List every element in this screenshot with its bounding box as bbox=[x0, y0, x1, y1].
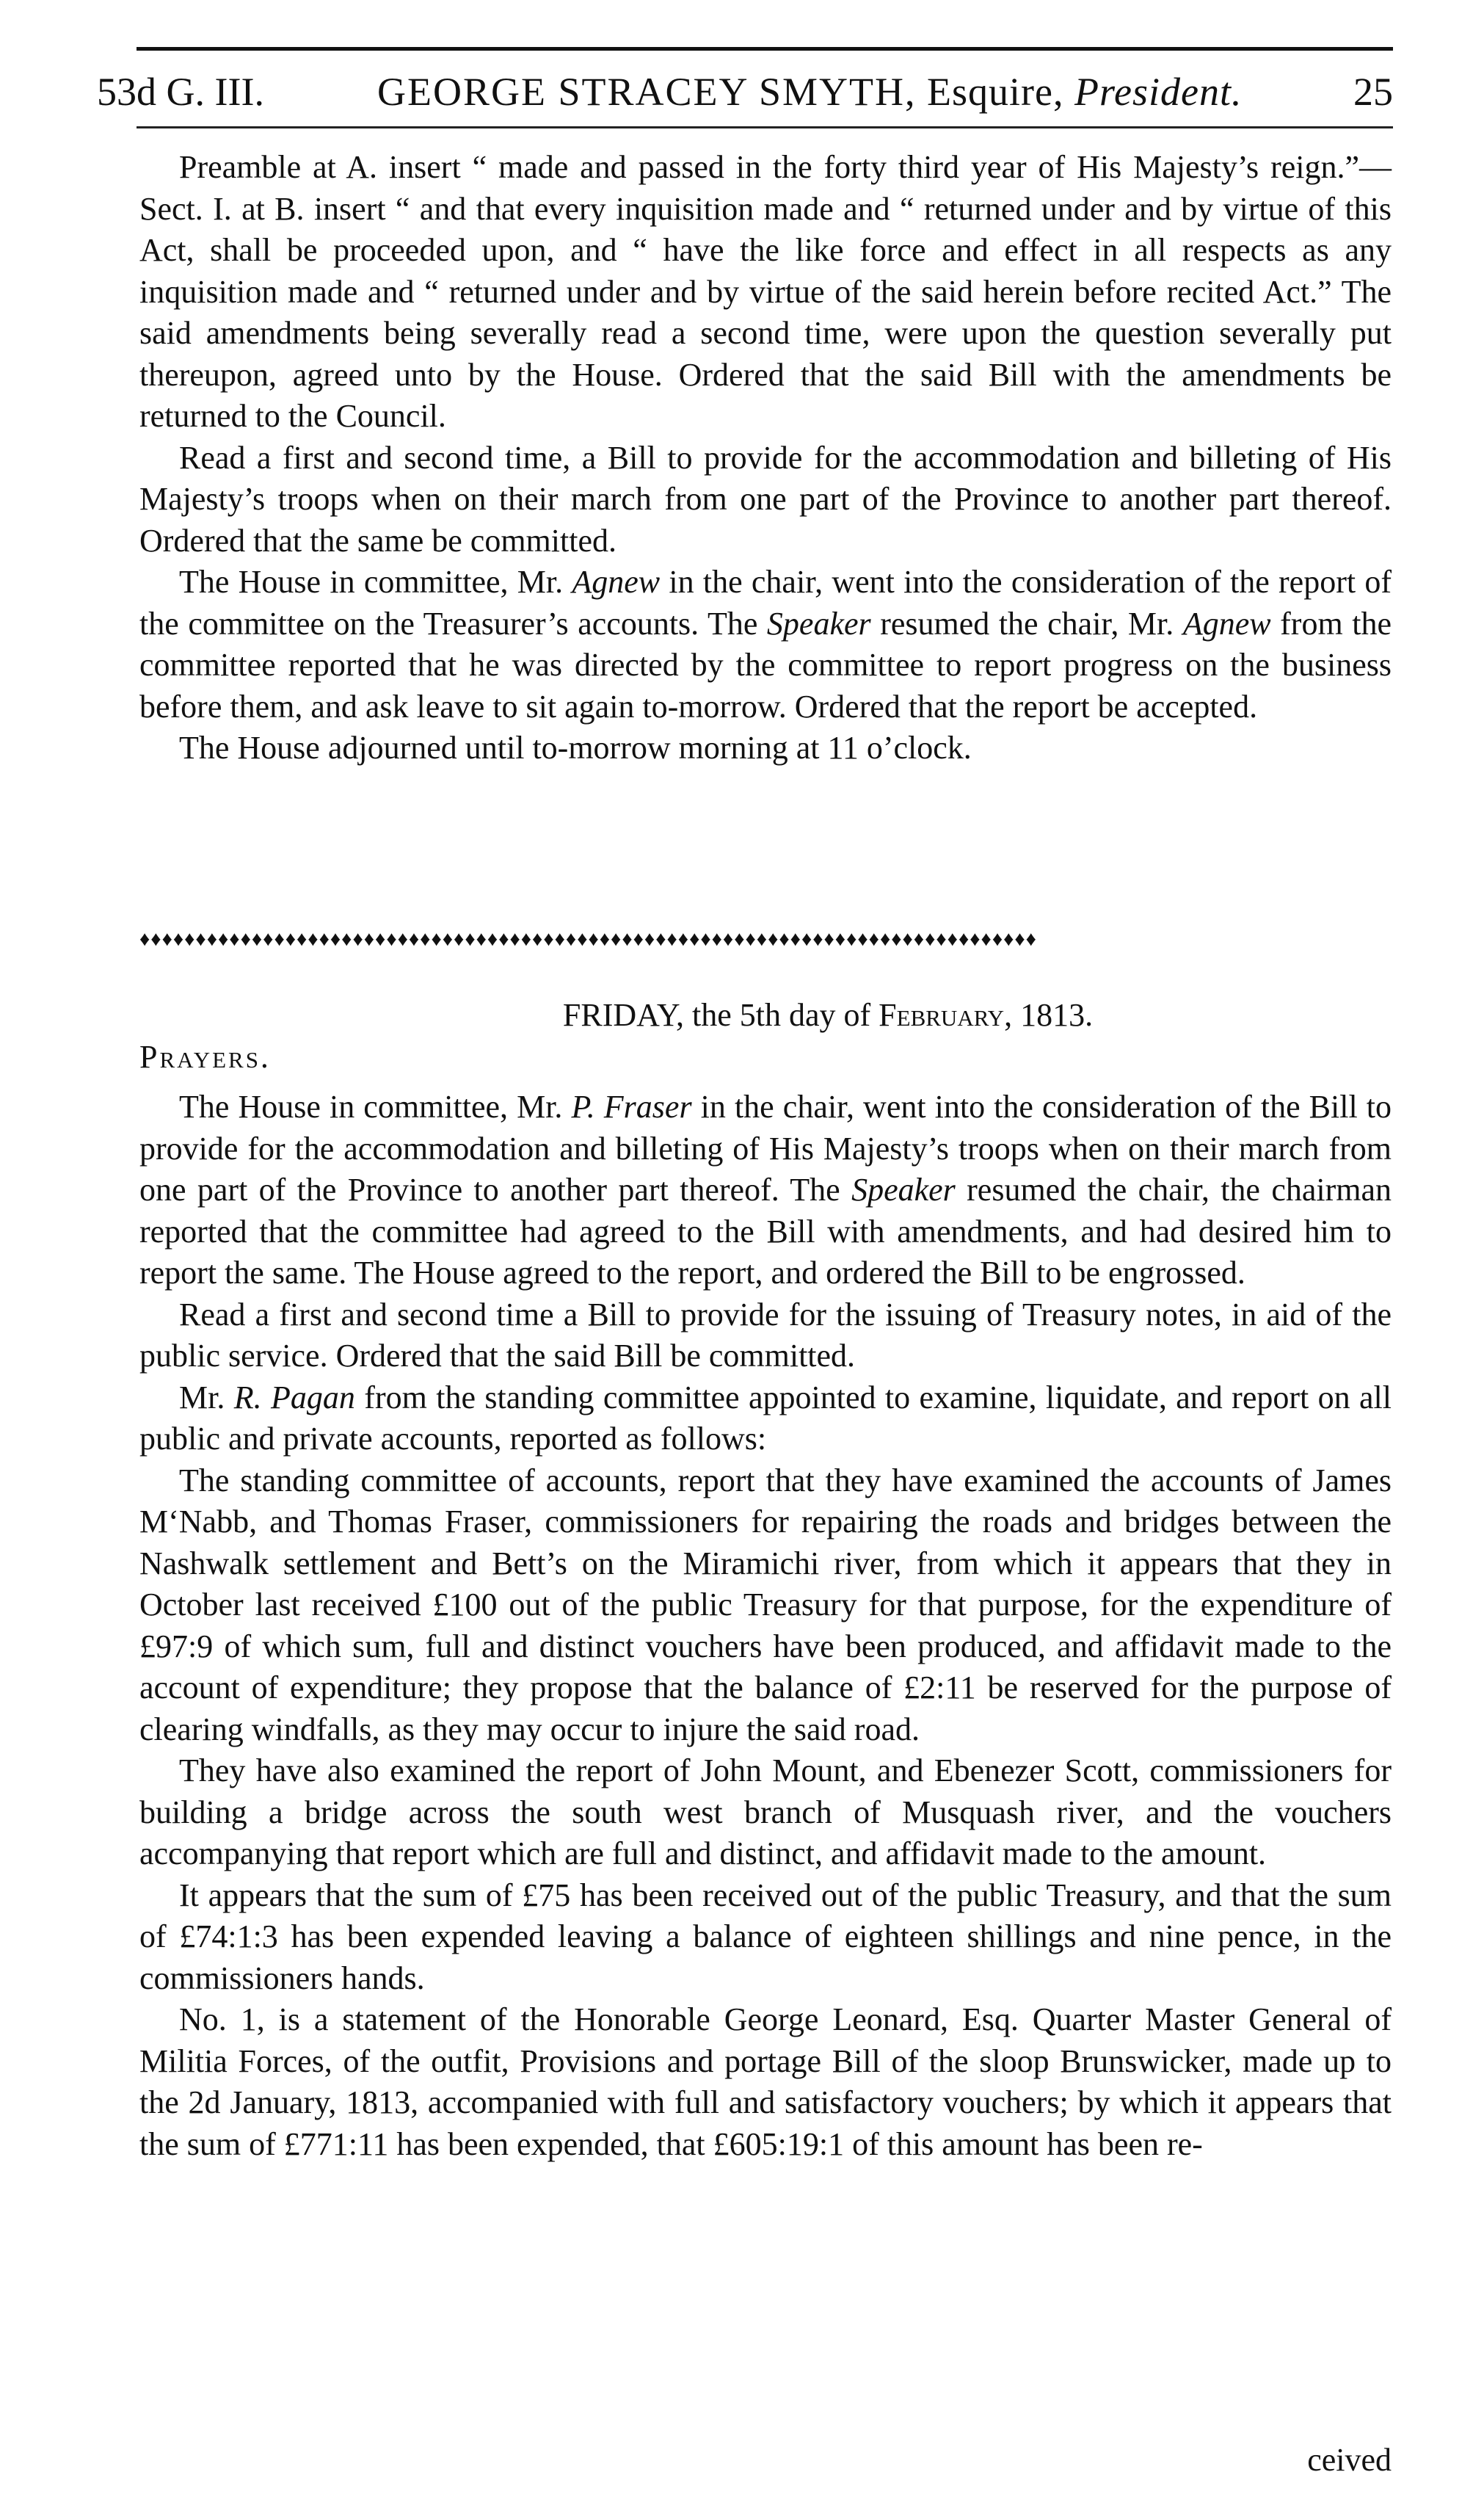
section-thursday-continued bbox=[139, 147, 1392, 769]
paragraph-nashwalk-accounts: The standing committee of accounts, report that they have examined the accounts of James M‘Nabb, and Thomas Fraser, commissioners for repairing the roads and bridges between the Nashwalk settlement and Bett’s on the Miramichi river, from which it appears that they in October last received £100 out of the public Treasury for that purpose, for the expenditure of £97:9 of which sum, full and distinct vouchers have been produced, and affidavit made to the account of expenditure; they propose that the balance of £2:11 be reserved for the purpose of clearing windfalls, as they may occur to injure the said road. bbox=[139, 1462, 1392, 1747]
header-honorific: Esquire, bbox=[916, 70, 1074, 114]
paragraph-committee-fraser: The House in committee, Mr. P. Fraser in the chair, went into the consideration of the Bill to provide for the accommodation and billeting of His Majesty’s troops when on their march from one part of the Province to another part thereof. The Speaker resumed the chair, the chairman reported that the committee had agreed to the Bill with amendments, and had desired him to report the same. The House agreed to the report, and ordered the Bill to be engrossed. bbox=[139, 1089, 1392, 1291]
paragraph-adjournment: The House adjourned until to-morrow morning at 11 o’clock. bbox=[179, 730, 972, 766]
paragraph-amendments: Preamble at A. insert “ made and passed in the forty third year of His Majesty’s reign.”—Sect. I. at B. insert “ and that every inquisition made and “ returned under and by virtue of this Act, shall be proceeded upon, and “ have the like force and effect in all respects as any inquisition made and “ returned under and by virtue of the said herein before recited Act.” The said amendments being severally read a second time, were upon the question severally put thereupon, agreed unto by the House. Ordered that the said Bill with the amendments be returned to the Council. bbox=[139, 149, 1392, 434]
header-role: President. bbox=[1074, 70, 1243, 114]
paragraph-treasury-notes: Read a first and second time a Bill to provide for the issuing of Treasury notes, in aid of the public service. Ordered that the said Bill be committed. bbox=[139, 1296, 1392, 1374]
header-title bbox=[377, 48, 1242, 135]
running-header bbox=[87, 48, 1393, 135]
day-heading: FRIDAY, the 5th day of February, 1813. bbox=[562, 997, 1094, 1033]
header-rule bbox=[137, 126, 1393, 128]
prayers-heading: Prayers. bbox=[139, 1039, 271, 1075]
paragraph-treasury-balance: It appears that the sum of £75 has been received out of the public Treasury, and that the sum of £74:1:3 has been expended leaving a balance of eighteen shillings and nine pence, in the commissioners hands. bbox=[139, 1877, 1392, 1996]
page-number: 25 bbox=[1353, 70, 1393, 114]
day-heading-month: February bbox=[879, 997, 1005, 1033]
section-friday bbox=[139, 1087, 1392, 2165]
paragraph-brunswicker-statement: No. 1, is a statement of the Honorable George Leonard, Esq. Quarter Master General of Militia Forces, of the outfit, Provisions and portage Bill of the sloop Brunswicker, made up to the 2d January, 1813, accompanied with full and satisfactory vouchers; by which it appears that the sum of £771:11 has been expended, that £605:19:1 of this amount has been re- bbox=[139, 2001, 1392, 2162]
ornament-divider: ♦♦♦♦♦♦♦♦♦♦♦♦♦♦♦♦♦♦♦♦♦♦♦♦♦♦♦♦♦♦♦♦♦♦♦♦♦♦♦♦♦♦♦♦♦♦♦♦♦♦♦♦♦♦♦♦♦♦♦♦♦♦♦♦♦♦♦♦♦♦♦♦♦♦♦♦♦♦♦♦ bbox=[139, 929, 1037, 951]
regnal-year: 53d G. III. bbox=[97, 70, 264, 114]
paragraph-treasurer-accounts: The House in committee, Mr. Agnew in the chair, went into the consideration of the report of the committee on the Treasurer’s accounts. The Speaker resumed the chair, Mr. Agnew from the committee reported that he was directed by the committee to report progress on the business before them, and ask leave to sit again to-morrow. Ordered that the report be accepted. bbox=[139, 564, 1392, 725]
paragraph-musquash-bridge: They have also examined the report of John Mount, and Ebenezer Scott, commissioners for building a bridge across the south west branch of Musquash river, and the vouchers accompanying that report which are full and distinct, and affidavit made to the amount. bbox=[139, 1752, 1392, 1871]
paragraph-pagan-report: Mr. R. Pagan from the standing committee appointed to examine, liquidate, and report on all public and private accounts, reported as follows: bbox=[139, 1379, 1392, 1457]
catchword: ceived bbox=[1307, 2442, 1392, 2478]
paragraph-billeting-bill: Read a first and second time, a Bill to provide for the accommodation and billeting of His Majesty’s troops when on their march from one part of the Province to another part thereof. Ordered that the same be committed. bbox=[139, 439, 1392, 559]
header-name: GEORGE STRACEY SMYTH, bbox=[377, 70, 917, 114]
